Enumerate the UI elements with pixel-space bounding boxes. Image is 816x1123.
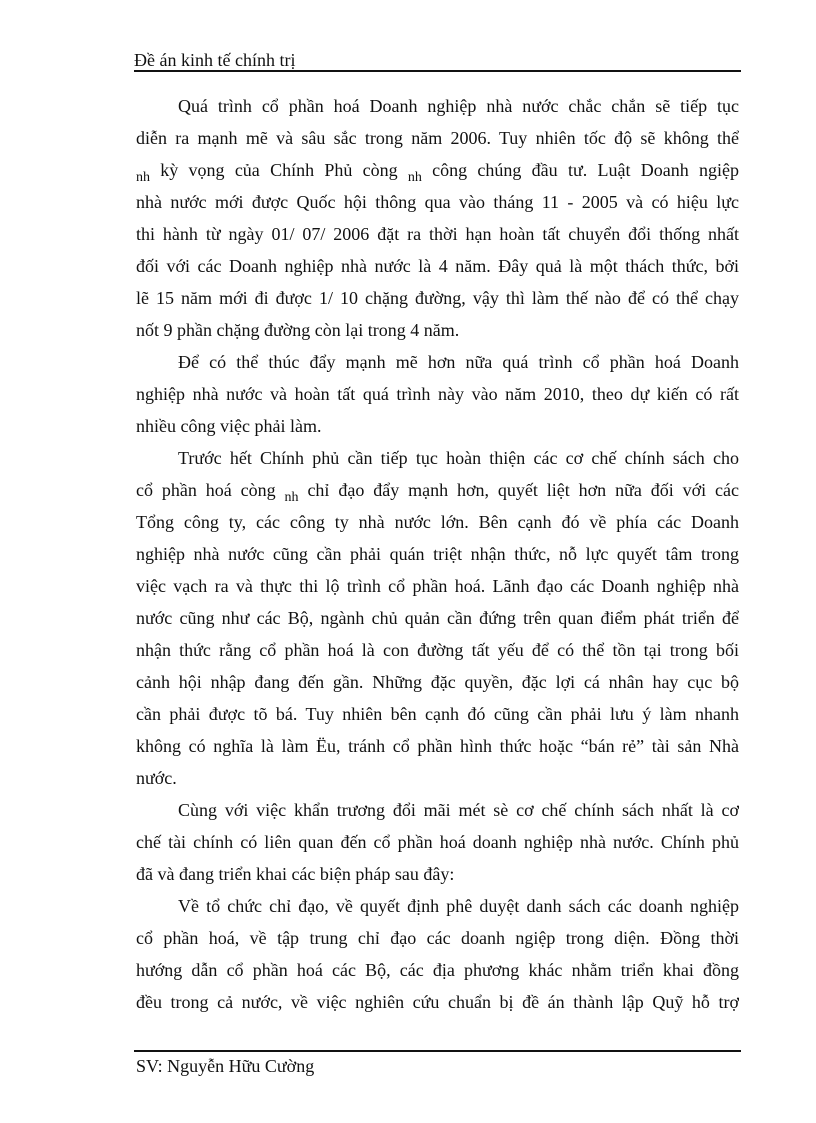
text-line: Tổng công ty, các công ty nhà nước lớn. Bên cạnh đó về phía các Doanh	[136, 512, 739, 532]
text-line: cảnh hội nhập đang đến gần. Những đặc quyền, đặc lợi cá nhân hay cục bộ	[136, 672, 739, 692]
text-line: nghiệp nhà nước cũng cần phải quán triệt nhận thức, nỗ lực quyết tâm trong	[136, 544, 739, 564]
text-line: nước cũng như các Bộ, ngành chủ quản cần đứng trên quan điểm phát triển để	[136, 608, 739, 628]
text-line: thi hành từ ngày 01/ 07/ 2006 đặt ra thời hạn hoàn tất chuyển đổi thống nhất	[136, 224, 739, 244]
subscript-fragment: nh	[284, 490, 299, 505]
text-line: hướng dẫn cổ phần hoá các Bộ, các địa phương khác nhằm triển khai đồng	[136, 960, 739, 980]
text-line: việc vạch ra và thực thi lộ trình cổ phần hoá. Lãnh đạo các Doanh nghiệp nhà	[136, 576, 739, 596]
text-line: chế tài chính có liên quan đến cổ phần hoá doanh nghiệp nhà nước. Chính phủ	[136, 832, 739, 852]
text-line: Để có thể thúc đẩy mạnh mẽ hơn nữa quá trình cổ phần hoá Doanh	[178, 352, 739, 372]
text-line: không có nghĩa là làm Ëu, tránh cổ phần hình thức hoặc “bán rẻ” tài sản Nhà	[136, 736, 739, 756]
text-line: Cùng với việc khẩn trương đổi mãi mét sè cơ chế chính sách nhất là cơ	[178, 800, 739, 820]
text-line: Về tổ chức chỉ đạo, về quyết định phê duyệt danh sách các doanh nghiệp	[178, 896, 739, 916]
text-fragment: chỉ đạo đẩy mạnh hơn, quyết liệt hơn nữa đối với các	[298, 480, 739, 500]
text-line: nước.	[136, 768, 177, 788]
subscript-fragment: nh	[407, 170, 422, 185]
text-line: nhiều công việc phải làm.	[136, 416, 322, 436]
text-line	[136, 474, 739, 506]
text-line: cổ phần hoá, về tập trung chỉ đạo các doanh ngiệp trong diện. Đồng thời	[136, 928, 739, 948]
header-divider	[134, 70, 741, 72]
text-line: cần phải được tõ bá. Tuy nhiên bên cạnh đó cũng cần phải lưu ý làm nhanh	[136, 704, 739, 724]
text-line: nghiệp nhà nước và hoàn tất quá trình này vào năm 2010, theo dự kiến có rất	[136, 384, 739, 404]
text-line: nốt 9 phần chặng đường còn lại trong 4 năm.	[136, 320, 460, 340]
text-line: đều trong cả nước, về việc nghiên cứu chuẩn bị đề án thành lập Quỹ hỗ trợ	[136, 992, 739, 1012]
text-line	[136, 154, 739, 186]
text-fragment: công chúng đầu tư. Luật Doanh ngiệp	[421, 160, 739, 180]
subscript-fragment: nh	[136, 170, 150, 185]
text-line: nhà nước mới được Quốc hội thông qua vào tháng 11 - 2005 và có hiệu lực	[136, 192, 739, 212]
text-line: đã và đang triển khai các biện pháp sau đây:	[136, 864, 455, 884]
text-line: diễn ra mạnh mẽ và sâu sắc trong năm 2006. Tuy nhiên tốc độ sẽ không thể	[136, 128, 739, 148]
text-line: đối với các Doanh nghiệp nhà nước là 4 năm. Đây quả là một thách thức, bởi	[136, 256, 739, 276]
text-line: lẽ 15 năm mới đi được 1/ 10 chặng đường, vậy thì làm thế nào để có thể chạy	[136, 288, 739, 308]
text-fragment: kỳ vọng của Chính Phủ còng	[150, 160, 408, 180]
page-header-title: Đề án kinh tế chính trị	[134, 50, 296, 70]
footer-author: SV: Nguyễn Hữu Cường	[136, 1056, 315, 1076]
text-fragment: cổ phần hoá còng	[136, 480, 285, 500]
text-line: nhận thức rằng cổ phần hoá là con đường tất yếu để có thể tồn tại trong bối	[136, 640, 739, 660]
text-line: Trước hết Chính phủ cần tiếp tục hoàn thiện các cơ chế chính sách cho	[178, 448, 739, 468]
footer-divider	[134, 1050, 741, 1052]
body-text	[136, 90, 739, 1018]
text-line: Quá trình cổ phần hoá Doanh nghiệp nhà nước chắc chắn sẽ tiếp tục	[178, 96, 739, 116]
